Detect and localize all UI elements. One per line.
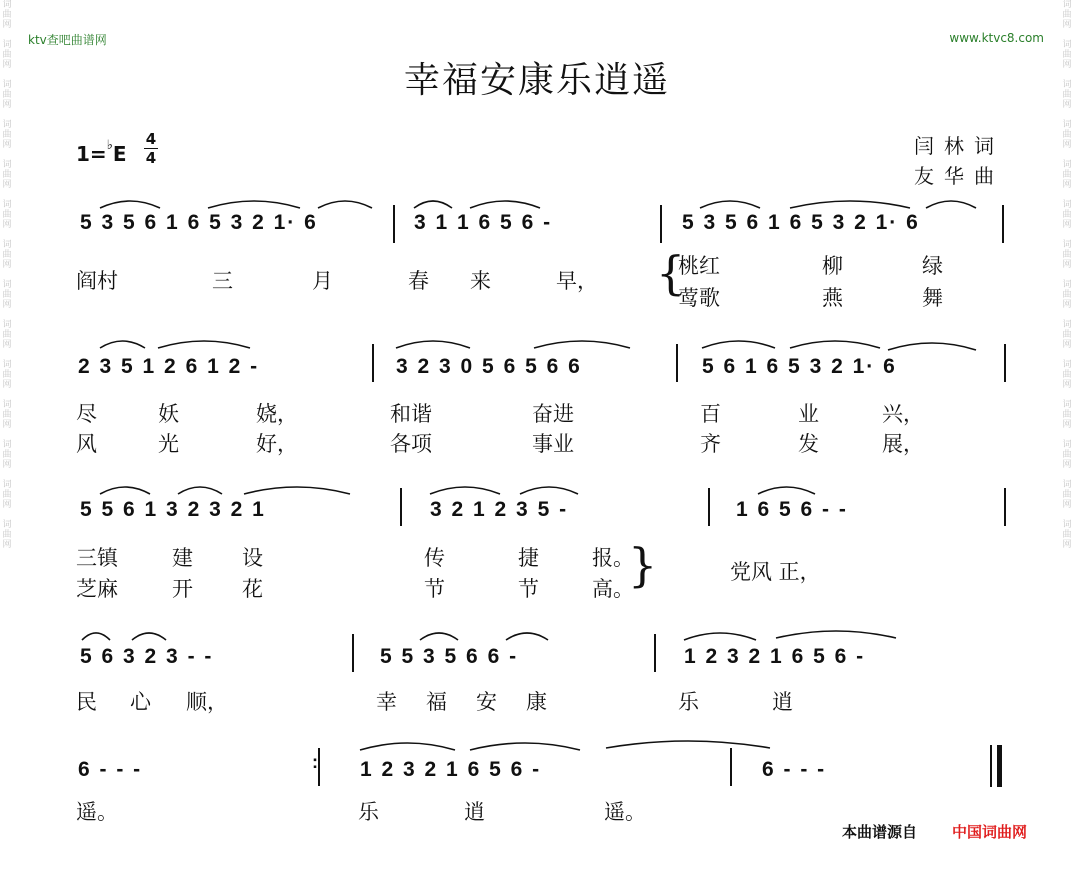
brace-left: {	[656, 246, 686, 300]
notes-row3-m3: 1 6 5 6 - -	[736, 498, 848, 521]
watermark-text: 词 曲 网	[1062, 280, 1072, 310]
lyric: 捷	[518, 546, 539, 570]
slur-arc	[790, 341, 880, 348]
watermark-text: 词 曲 网	[1062, 520, 1072, 550]
slur-arc	[506, 633, 548, 640]
watermark-text: 词 曲 网	[2, 480, 12, 510]
barline	[372, 344, 374, 382]
notes-row5-m1: 6 - - -	[78, 758, 143, 781]
notes-row1-m1: 5 3 5 6 1 6 5 3 2 1· 6	[80, 211, 318, 234]
slur-arc	[360, 743, 455, 750]
slur-arc	[420, 633, 458, 640]
notes-row1-m2: 3 1 1 6 5 6 -	[414, 211, 553, 234]
lyric: 风	[76, 432, 97, 456]
slur-arc	[414, 201, 452, 208]
composer-credit: 友华曲	[914, 164, 1004, 188]
watermark-text: 词 曲 网	[2, 360, 12, 390]
lyric: 业	[798, 402, 819, 426]
lyric: 事业	[532, 432, 574, 456]
lyric: 发	[798, 432, 819, 456]
watermark-text: 词 曲 网	[2, 320, 12, 350]
lyric: 尽	[76, 402, 97, 426]
slur-arc	[520, 487, 578, 494]
barline	[730, 748, 732, 786]
slur-arc	[684, 633, 756, 640]
lyric: 党风 正，	[730, 560, 821, 584]
final-barline-thin	[990, 745, 992, 787]
brace-right: }	[628, 538, 658, 592]
watermark-text: 词 曲 网	[2, 160, 12, 190]
barline	[352, 634, 354, 672]
slur-arc	[244, 487, 350, 494]
lyric: 妖	[158, 402, 179, 426]
slur-arc	[100, 201, 160, 208]
watermark-text: 词 曲 网	[2, 240, 12, 270]
lyric: 百	[700, 402, 721, 426]
lyric: 逍	[464, 800, 485, 824]
watermark-text: 词 曲 网	[1062, 200, 1072, 230]
notes-row2-m1: 2 3 5 1 2 6 1 2 -	[78, 355, 260, 378]
watermark-text: 词 曲 网	[2, 0, 12, 30]
watermark-text: 词 曲 网	[2, 440, 12, 470]
slur-arc	[158, 341, 250, 348]
watermark-text: 词 曲 网	[1062, 400, 1072, 430]
slur-arc	[178, 487, 222, 494]
lyric: 设	[242, 546, 263, 570]
lyric: 展，	[882, 432, 924, 456]
lyric: 桃红	[678, 254, 720, 278]
lyric: 芝麻	[76, 577, 118, 601]
slur-arc	[758, 487, 815, 494]
lyric: 早，	[556, 269, 598, 293]
lyric: 舞	[922, 286, 943, 310]
lyric: 和谐	[390, 402, 432, 426]
watermark-text: 词 曲 网	[2, 280, 12, 310]
barline	[676, 344, 678, 382]
time-signature: 4 4	[145, 130, 157, 167]
lyric: 齐	[700, 432, 721, 456]
notes-row1-m3: 5 3 5 6 1 6 5 3 2 1· 6	[682, 211, 920, 234]
notes-row4-m1: 5 6 3 2 3 - -	[80, 645, 214, 668]
watermark-text: 词 曲 网	[2, 520, 12, 550]
slur-arc	[700, 201, 760, 208]
slur-arc	[534, 341, 630, 348]
barline	[654, 634, 656, 672]
notes-row2-m3: 5 6 1 6 5 3 2 1· 6	[702, 355, 897, 378]
barline	[393, 205, 395, 243]
watermark-text: 词 曲 网	[2, 400, 12, 430]
repeat-dots: :	[312, 752, 318, 772]
barline	[400, 488, 402, 526]
lyric: 康	[526, 690, 547, 714]
lyric: 三镇	[76, 546, 118, 570]
lyric: 柳	[822, 254, 843, 278]
source-site-link[interactable]: 中国词曲网	[952, 823, 1028, 841]
slur-arc	[132, 633, 166, 640]
lyric: 逍	[772, 690, 793, 714]
barline	[708, 488, 710, 526]
lyric: 花	[242, 577, 263, 601]
lyric: 遥。	[76, 800, 118, 824]
watermark-text: 词 曲 网	[1062, 440, 1072, 470]
watermark-text: 词 曲 网	[1062, 40, 1072, 70]
slur-arc	[470, 743, 580, 750]
watermark-text: 词 曲 网	[1062, 360, 1072, 390]
notes-row3-m2: 3 2 1 2 3 5 -	[430, 498, 569, 521]
slur-arc	[208, 201, 300, 208]
site-name-left[interactable]: ktv查吧曲谱网	[28, 33, 107, 47]
notes-row4-m3: 1 2 3 2 1 6 5 6 -	[684, 645, 866, 668]
watermark-text: 词 曲 网	[1062, 80, 1072, 110]
lyric: 遥。	[604, 800, 646, 824]
lyric: 安	[476, 690, 497, 714]
lyric: 春	[408, 269, 429, 293]
watermark-text: 词 曲 网	[1062, 480, 1072, 510]
lyric: 娆，	[256, 402, 298, 426]
lyric: 开	[172, 577, 193, 601]
slur-arc	[100, 487, 150, 494]
lyric: 建	[172, 546, 193, 570]
lyric: 传	[424, 546, 445, 570]
slur-arc	[82, 633, 110, 640]
watermark-text: 词 曲 网	[2, 80, 12, 110]
lyric: 莺歌	[678, 286, 720, 310]
notes-row3-m1: 5 5 6 1 3 2 3 2 1	[80, 498, 266, 521]
watermark-text: 词 曲 网	[1062, 0, 1072, 30]
slur-arc	[100, 341, 145, 348]
watermark-text: 词 曲 网	[1062, 320, 1072, 350]
key-signature: 1=♭E	[76, 138, 127, 166]
lyric: 心	[130, 690, 151, 714]
notes-row4-m2: 5 5 3 5 6 6 -	[380, 645, 519, 668]
lyric: 福	[426, 690, 447, 714]
slur-arc	[318, 201, 372, 208]
notes-row5-m2: 1 2 3 2 1 6 5 6 -	[360, 758, 542, 781]
slur-arc	[606, 741, 770, 748]
lyricist-credit: 闫林词	[914, 134, 1004, 158]
watermark-text: 词 曲 网	[2, 120, 12, 150]
slur-arc	[776, 631, 896, 638]
lyric: 乐	[678, 690, 699, 714]
lyric: 顺，	[186, 690, 228, 714]
lyric: 高。	[592, 577, 634, 601]
lyric: 好，	[256, 432, 298, 456]
slur-arc	[888, 343, 976, 350]
watermark-text: 词 曲 网	[1062, 240, 1072, 270]
lyric: 节	[424, 577, 445, 601]
slur-arc	[790, 201, 910, 208]
lyric: 奋进	[532, 402, 574, 426]
lyric: 三	[212, 269, 233, 293]
lyric: 阎村	[76, 269, 118, 293]
site-url-right[interactable]: www.ktvc8.com	[949, 31, 1044, 45]
slur-arc	[430, 487, 500, 494]
song-title: 幸福安康乐逍遥	[403, 60, 670, 101]
watermark-text: 词 曲 网	[2, 200, 12, 230]
lyric: 幸	[376, 690, 397, 714]
barline	[318, 748, 320, 786]
slur-arc	[470, 201, 540, 208]
watermark-text: 词 曲 网	[2, 40, 12, 70]
notes-row2-m2: 3 2 3 0 5 6 5 6 6	[396, 355, 582, 378]
lyric: 月	[312, 269, 333, 293]
lyric: 绿	[922, 254, 943, 278]
lyric: 光	[158, 432, 179, 456]
slur-arc	[702, 341, 775, 348]
slur-arc	[396, 341, 470, 348]
barline	[1002, 205, 1004, 243]
slur-arc	[926, 201, 976, 208]
final-barline-thick	[997, 745, 1002, 787]
source-label: 本曲谱源自	[842, 823, 918, 841]
lyric: 报。	[592, 546, 634, 570]
barline	[1004, 344, 1006, 382]
lyric: 燕	[822, 286, 843, 310]
watermark-text: 词 曲 网	[1062, 120, 1072, 150]
lyric: 来	[470, 269, 491, 293]
notes-row5-m3: 6 - - -	[762, 758, 827, 781]
lyric: 乐	[358, 800, 379, 824]
lyric: 各项	[390, 432, 432, 456]
barline	[660, 205, 662, 243]
barline	[1004, 488, 1006, 526]
lyric: 兴，	[882, 402, 924, 426]
lyric: 民	[76, 690, 97, 714]
lyric: 节	[518, 577, 539, 601]
watermark-text: 词 曲 网	[1062, 160, 1072, 190]
